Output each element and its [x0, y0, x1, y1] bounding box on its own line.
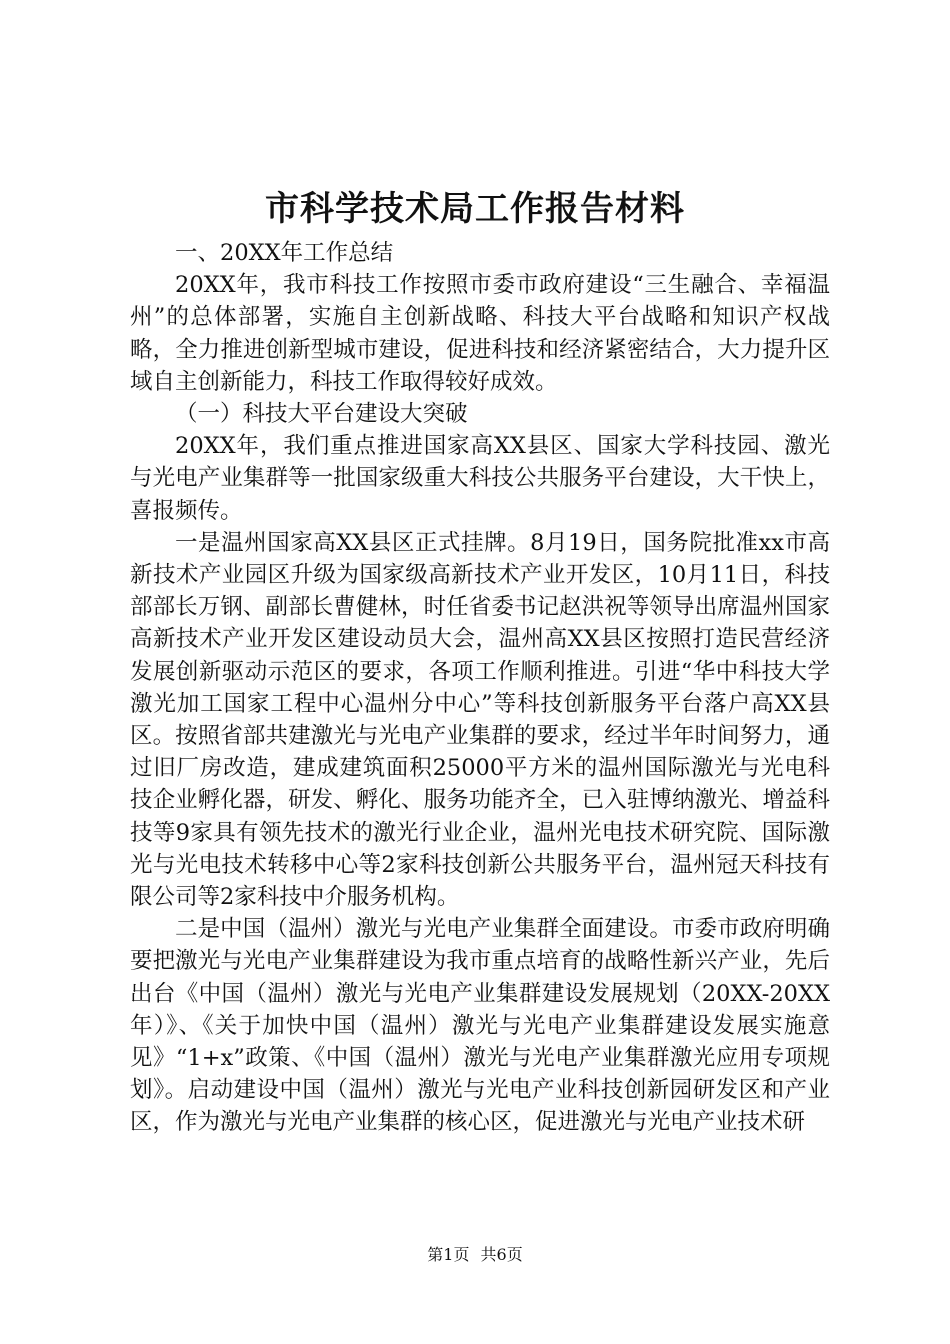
paragraph: 一是温州国家高XX县区正式挂牌。8月19日，国务院批准xx市高新技术产业园区升级为国家级高新技术产业开发区，10月11日，科技部部长万钢、副部长曹健林，时任省委书记赵洪祝等领导出席温州国家高新技术产业开发区建设动员大会，温州高XX县区按照打造民营经济发展创新驱动示范区的要求，各项工作顺利推进。引进“华中科技大学激光加工国家工程中心温州分中心”等科技创新服务平台落户高XX县区。按照省部共建激光与光电产业集群的要求，经过半年时间努力，通过旧厂房改造，建成建筑面积25000平方米的温州国际激光与光电科技企业孵化器，研发、孵化、服务功能齐全，已入驻博纳激光、增益科技等9家具有领先技术的激光行业企业，温州光电技术研究院、国际激光与光电技术转移中心等2家科技创新公共服务平台，温州冠天科技有限公司等2家科技中介服务机构。 — [130, 529, 830, 911]
subsection-heading: （一）科技大平台建设大突破 — [175, 401, 468, 428]
paragraph: 二是中国（温州）激光与光电产业集群全面建设。市委市政府明确要把激光与光电产业集群建设为我市重点培育的战略性新兴产业，先后出台《中国（温州）激光与光电产业集群建设发展规划（20XX-20XX年）》、《关于加快中国（温州）激光与光电产业集群建设发展实施意见》“1+x”政策、《中国（温州）激光与光电产业集群激光应用专项规划》。启动建设中国（温州）激光与光电产业科技创新园研发区和产业区，作为激光与光电产业集群的核心区，促进激光与光电产业技术研 — [130, 916, 830, 1136]
document-body — [130, 237, 830, 1139]
page-total: 共6页 — [480, 1245, 523, 1264]
paragraph: 20XX年，我市科技工作按照市委市政府建设“三生融合、幸福温州”的总体部署，实施自主创新战略、科技大平台战略和知识产权战略，全力推进创新型城市建设，促进科技和经济紧密结合，大力提升区域自主创新能力，科技工作取得较好成效。 — [130, 272, 830, 395]
page-number: 第1页 — [427, 1245, 470, 1264]
page-footer — [0, 1244, 950, 1266]
paragraph: 20XX年，我们重点推进国家高XX县区、国家大学科技园、激光与光电产业集群等一批国家级重大科技公共服务平台建设，大干快上，喜报频传。 — [130, 433, 830, 524]
section-heading: 一、20XX年工作总结 — [175, 240, 394, 266]
document-title: 市科学技术局工作报告材料 — [265, 189, 685, 229]
